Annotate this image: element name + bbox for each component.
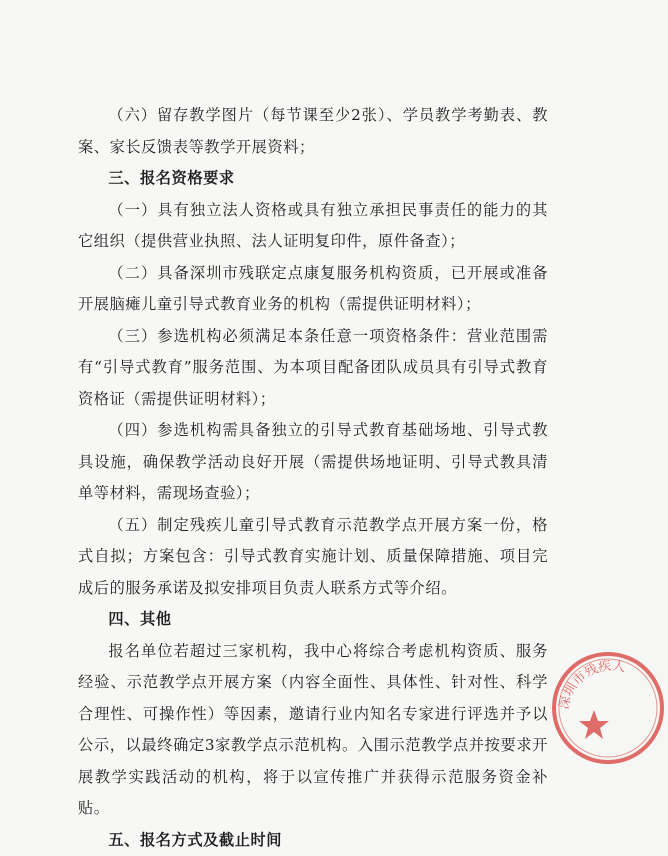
requirement-1: （一）具有独立法人资格或具有独立承担民事责任的能力的其它组织（提供营业执照、法人证明复印件，原件备查）； bbox=[78, 195, 548, 258]
other-paragraph: 报名单位若超过三家机构，我中心将综合考虑机构资质、服务经验、示范教学点开展方案（内容全面性、具体性、针对性、科学合理性、可操作性）等因素，邀请行业内知名专家进行评选并予以公示，以最终确定3家教学点示范机构。入围示范教学点并按要求开展教学实践活动的机构，将于以宣传推广并获得示范服务资金补贴。 bbox=[78, 636, 548, 825]
section-heading-other: 四、其他 bbox=[78, 604, 548, 636]
svg-text:深圳市残疾人: 深圳市残疾人 bbox=[557, 659, 627, 711]
section-heading-eligibility: 三、报名资格要求 bbox=[78, 163, 548, 195]
requirement-2: （二）具备深圳市残联定点康复服务机构资质，已开展或准备开展脑瘫儿童引导式教育业务的机构（需提供证明材料）； bbox=[78, 258, 548, 321]
requirement-3: （三）参选机构必须满足本条任意一项资格条件：营业范围需有“引导式教育”服务范围、为本项目配备团队成员具有引导式教育资格证（需提供证明材料）； bbox=[78, 321, 548, 416]
section-heading-registration: 五、报名方式及截止时间 bbox=[78, 825, 548, 856]
requirement-4: （四）参选机构需具备独立的引导式教育基础场地、引导式教具设施，确保教学活动良好开展（需提供场地证明、引导式教具清单等材料，需现场查验）； bbox=[78, 415, 548, 510]
requirement-5: （五）制定残疾儿童引导式教育示范教学点开展方案一份，格式自拟；方案包含：引导式教育实施计划、质量保障措施、项目完成后的服务承诺及拟安排项目负责人联系方式等介绍。 bbox=[78, 510, 548, 605]
document-body bbox=[78, 100, 548, 856]
paragraph-6-retain-materials: （六）留存教学图片（每节课至少2张）、学员教学考勤表、教案、家长反馈表等教学开展资料； bbox=[78, 100, 548, 163]
official-seal-stamp bbox=[548, 648, 668, 768]
